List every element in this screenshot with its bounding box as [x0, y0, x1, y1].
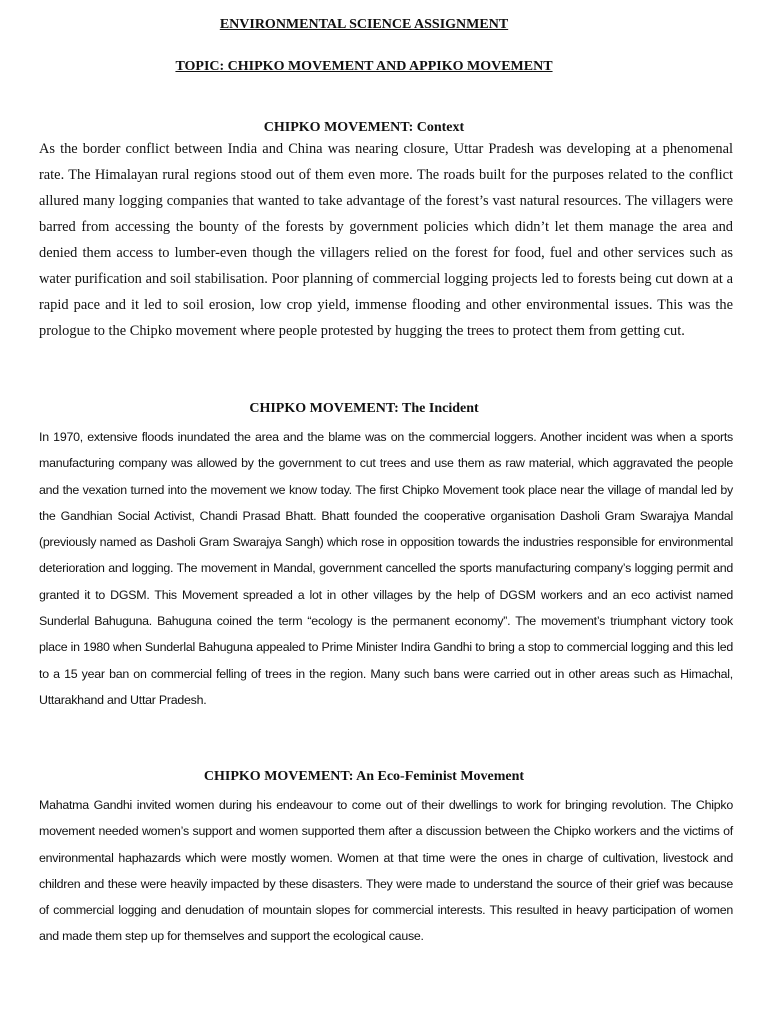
document-title: ENVIRONMENTAL SCIENCE ASSIGNMENT — [219, 17, 509, 32]
section-body-eco-feminist: Mahatma Gandhi invited women during his endeavour to come out of their dwellings to work for bringing revolution. The Chipko movement needed women’s support and women supported them after a discussion between the Chipko workers and the victims of environmental haphazards which were mostly women. Women at that time were the ones in charge of cultivation, livestock and children and these were heavily impacted by these disasters. They were made to understand the source of their grief was because of commercial logging and denudation of mountain slopes for commercial interests. This resulted in heavy participation of women and made them step up for themselves and support the ecological cause. — [39, 798, 733, 944]
section-heading-context: CHIPKO MOVEMENT: Context — [263, 120, 465, 135]
section-body-incident: In 1970, extensive floods inundated the area and the blame was on the commercial loggers. Another incident was when a sports manufacturing company was allowed by the government to cut trees and use them as raw material, which aggravated the people and the vexation turned into the movement we know today. The first Chipko Movement took place near the village of mandal led by the Gandhian Social Activist, Chandi Prasad Bhatt. Bhatt founded the cooperative organisation Dasholi Gram Swarajya Mandal (previously named as Dasholi Gram Swarajya Sangh) which rose in opposition towards the industries responsible for environmental deterioration and logging. The movement in Mandal, government cancelled the sports manufacturing company’s logging permit and granted it to DGSM. This Movement spreaded a lot in other villages by the help of DGSM workers and an eco activist named Sunderlal Bahuguna. Bahuguna coined the term “ecology is the permanent economy”. The movement’s triumphant victory took place in 1980 when Sunderlal Bahuguna appealed to Prime Minister Indira Gandhi to bring a stop to commercial logging and this led to a 15 year ban on commercial felling of trees in the region. Many such bans were carried out in other areas such as Himachal, Uttarakhand and Uttar Pradesh. — [39, 430, 733, 707]
section-body-context: As the border conflict between India and China was nearing closure, Uttar Pradesh was developing at a phenomenal rate. The Himalayan rural regions stood out of them even more. The roads built for the purposes related to the conflict allured many logging companies that wanted to take advantage of the forest’s vast natural resources. The villagers were barred from accessing the bounty of the forests by government policies which didn’t let them manage the area and denied them access to lumber-even though the villagers relied on the forest for food, fuel and other services such as water purification and soil stabilisation. Poor planning of commercial logging projects led to forests being cut down at a rapid pace and it led to soil erosion, low crop yield, immense flooding and other environmental issues. This was the prologue to the Chipko movement where people protested by hugging the trees to protect them from getting cut. — [39, 141, 733, 339]
section-heading-incident: CHIPKO MOVEMENT: The Incident — [249, 401, 479, 416]
document-topic: TOPIC: CHIPKO MOVEMENT AND APPIKO MOVEMENT — [175, 59, 553, 74]
section-heading-eco-feminist: CHIPKO MOVEMENT: An Eco-Feminist Movement — [203, 769, 525, 784]
